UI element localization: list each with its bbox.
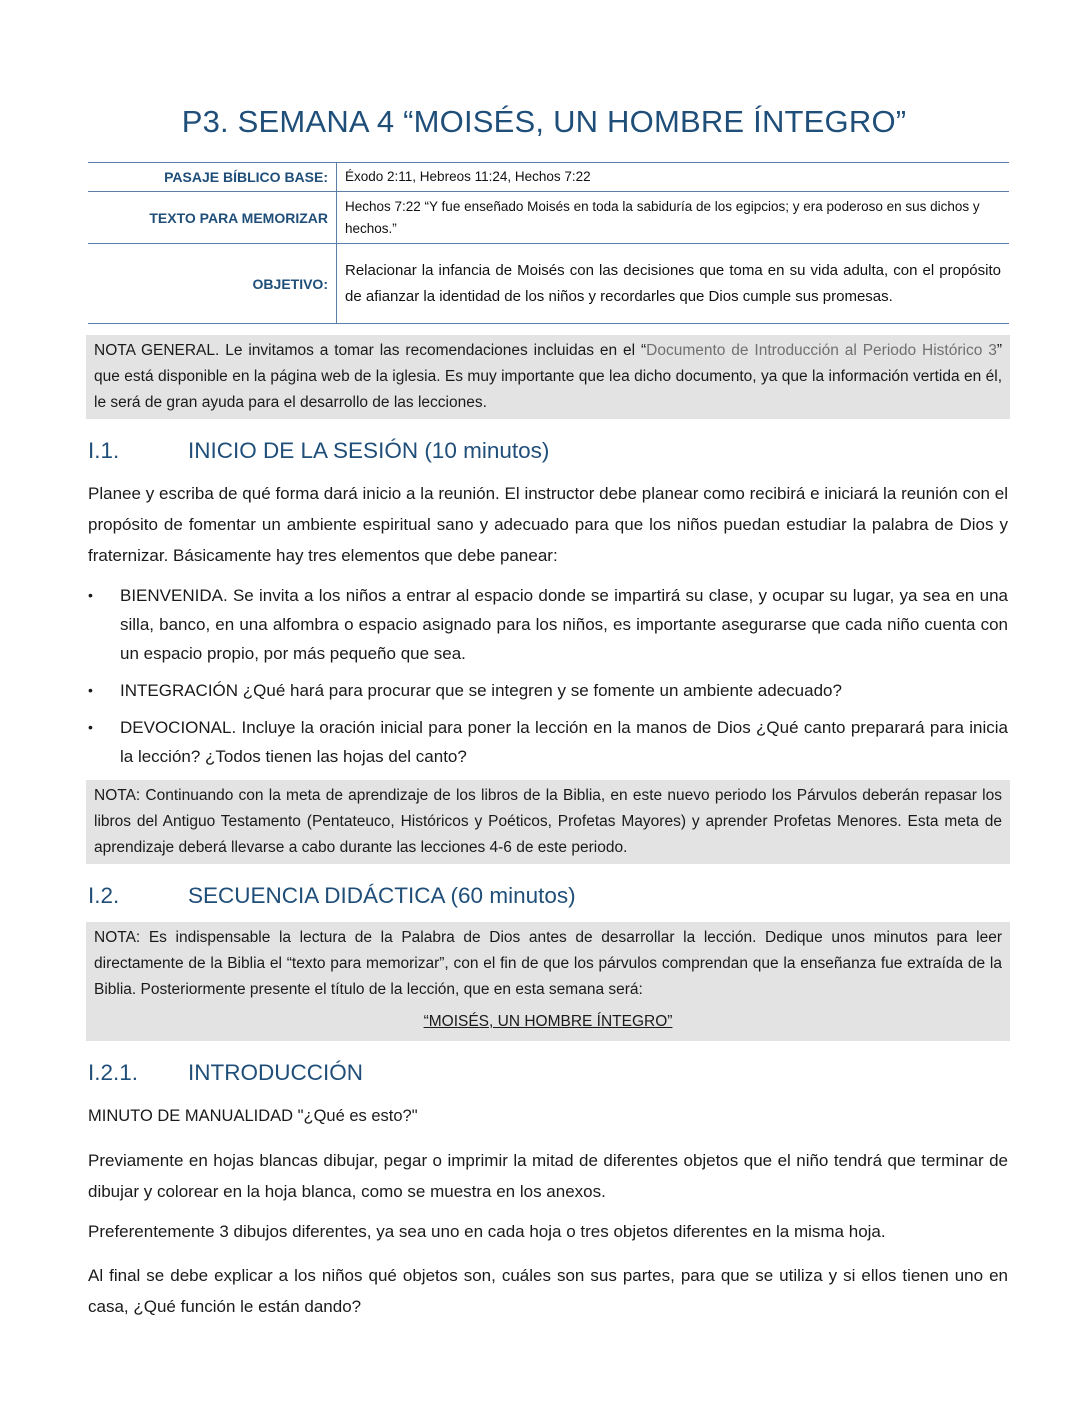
- paragraph: Planee y escriba de qué forma dará inicio a la reunión. El instructor debe planear como recibirá e iniciará la reunión con el propósito de fomentar un ambiente espiritual sano y adecuado para que los niños puedan estudiar la palabra de Dios y fraternizar. Básicamente hay tres elementos que debe panear:: [88, 484, 1008, 565]
- list-item: [88, 581, 1008, 668]
- books-note: NOTA: Continuando con la meta de aprendizaje de los libros de la Biblia, en este nuevo periodo los Párvulos deberán repasar los libros del Antiguo Testamento (Pentateuco, Históricos y Poéticos, Profetas Mayores) y aprender Profetas Menores. Esta meta de aprendizaje deberá llevarse a cabo durante las lecciones 4-6 de este periodo.: [86, 780, 1010, 864]
- info-row-memory-verse: [88, 192, 1009, 244]
- reading-note: [86, 922, 1010, 1041]
- lesson-info-table: [88, 162, 1009, 324]
- info-row-objective: [88, 244, 1009, 324]
- note-text: NOTA: Es indispensable la lectura de la Palabra de Dios antes de desarrollar la lección. Dedique unos minutos para leer directamente de la Biblia el “texto para memorizar”, con el fin de que los párvulos comprendan que la enseñanza fue extraída de la Biblia. Posteriormente presente el título de la lección, que en esta semana será:: [94, 929, 1002, 998]
- bullet-icon: •: [88, 719, 93, 735]
- bullet-icon: •: [88, 682, 93, 698]
- note-document-reference: Documento de Introducción al Periodo Histórico 3: [646, 342, 997, 359]
- info-value: Éxodo 2:11, Hebreos 11:24, Hechos 7:22: [345, 169, 591, 184]
- info-value: Hechos 7:22 “Y fue enseñado Moisés en toda la sabiduría de los egipcios; y era poderoso en sus dichos y hechos.”: [345, 198, 980, 236]
- paragraph: Preferentemente 3 dibujos diferentes, ya sea uno en cada hoja o tres objetos diferentes en la misma hoja.: [88, 1222, 886, 1241]
- bullet-icon: •: [88, 587, 93, 603]
- bullet-list: [88, 581, 1008, 779]
- info-label: OBJETIVO:: [88, 244, 337, 324]
- section-number: I.2.1.: [88, 1060, 139, 1085]
- section-title: SECUENCIA DIDÁCTICA (60 minutos): [188, 883, 576, 908]
- info-label: TEXTO PARA MEMORIZAR: [88, 192, 337, 244]
- general-note: [86, 335, 1010, 419]
- note-text: NOTA GENERAL. Le invitamos a tomar las recomendaciones incluidas en el “: [94, 342, 647, 359]
- list-item-text: INTEGRACIÓN ¿Qué hará para procurar que se integren y se fomente un ambiente adecuado?: [120, 681, 842, 700]
- info-row-passage: [88, 163, 1009, 192]
- paragraph: Previamente en hojas blancas dibujar, pegar o imprimir la mitad de diferentes objetos que el niño tendrá que terminar de dibujar y colorear en la hoja blanca, como se muestra en los anexos.: [88, 1151, 1008, 1201]
- section-title: INTRODUCCIÓN: [188, 1060, 363, 1085]
- info-label: PASAJE BÍBLICO BASE:: [88, 163, 337, 192]
- lesson-title: “MOISÉS, UN HOMBRE ÍNTEGRO”: [423, 1013, 673, 1030]
- paragraph: Al final se debe explicar a los niños qué objetos son, cuáles son sus partes, para que se utiliza y si ellos tienen uno en casa, ¿Qué función le están dando?: [88, 1266, 1008, 1316]
- list-item: [88, 713, 1008, 771]
- list-item-text: BIENVENIDA. Se invita a los niños a entrar al espacio donde se impartirá su clase, y ocupar su lugar, ya sea en una silla, banco, en una alfombra o espacio asignado para los niños, es importante asegurarse que cada niño cuenta con un espacio propio, por más pequeño que sea.: [120, 586, 1008, 663]
- section-number: I.2.: [88, 883, 120, 908]
- section-heading: [88, 438, 549, 464]
- page-title: P3. SEMANA 4 “MOISÉS, UN HOMBRE ÍNTEGRO”: [181, 104, 907, 139]
- list-item-text: DEVOCIONAL. Incluye la oración inicial para poner la lección en la manos de Dios ¿Qué canto preparará para inicia la lección? ¿Todos tienen las hojas del canto?: [120, 718, 1008, 766]
- subheading: MINUTO DE MANUALIDAD "¿Qué es esto?": [88, 1107, 418, 1125]
- section-title: INICIO DE LA SESIÓN (10 minutos): [188, 438, 550, 463]
- info-value: Relacionar la infancia de Moisés con las decisiones que toma en su vida adulta, con el propósito de afianzar la identidad de los niños y recordarles que Dios cumple sus promesas.: [345, 261, 1001, 305]
- section-heading: [88, 883, 576, 909]
- section-number: I.1.: [88, 438, 120, 463]
- section-heading: [88, 1060, 363, 1086]
- list-item: [88, 676, 1008, 705]
- note-text: ” que está disponible en la página web de la iglesia. Es muy importante que lea dicho documento, ya que la información vertida en él, le será de gran ayuda para el desarrollo de las lecciones.: [94, 342, 1003, 411]
